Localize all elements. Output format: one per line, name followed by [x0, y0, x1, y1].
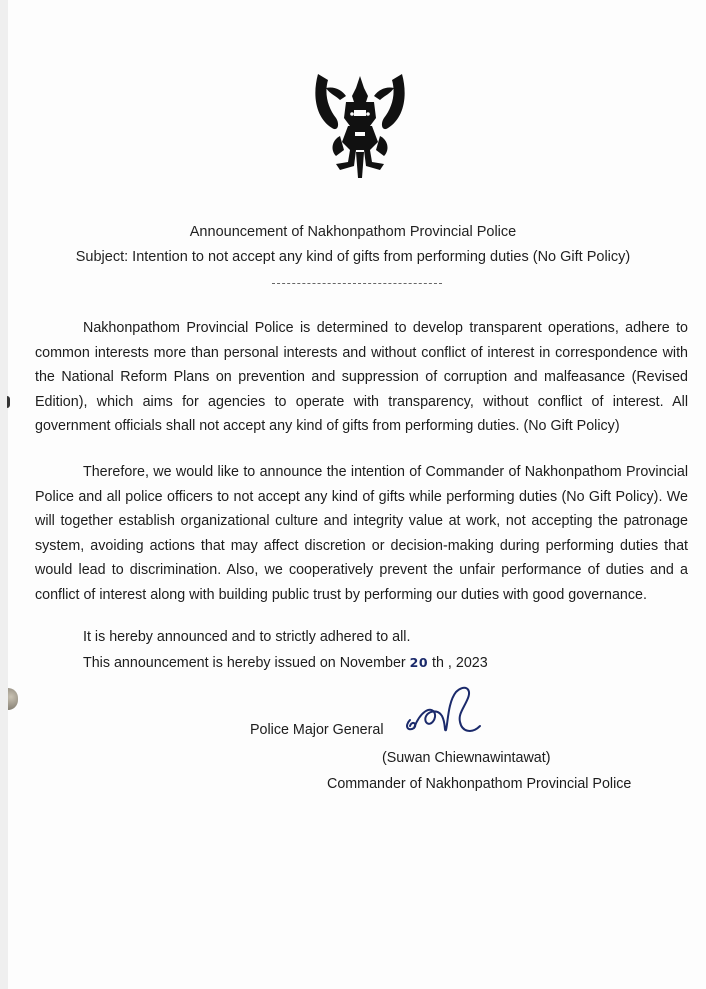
issue-date-prefix: This announcement is hereby issued on November: [83, 655, 406, 671]
issue-date-day-handwritten: 20: [409, 655, 429, 670]
paragraph-intro: Nakhonpathom Provincial Police is determined to develop transparent operations, adhere to common interests more than personal interests and without conflict of interest in correspondence with the National Reform Plans on prevention and suppression of corruption and malfeasance (Revised Edition), which aims for agencies to operate with transparency, without conflict of interest. All government officials shall not accept any kind of gifts from performing duties. (No Gift Policy): [35, 320, 688, 434]
announcement-subject: Subject: Intention to not accept any kind of gifts from performing duties (No Gift Policy): [75, 249, 631, 265]
signatory-rank: Police Major General: [250, 722, 384, 738]
garuda-emblem-icon: [310, 66, 410, 186]
signatory-title: Commander of Nakhonpathom Provincial Police: [327, 776, 632, 792]
page-edge-mark: [7, 396, 10, 408]
announcement-title: Announcement of Nakhonpathom Provincial Police: [189, 224, 517, 240]
issue-date-suffix: th , 2023: [432, 655, 488, 671]
issue-date-line: [83, 653, 488, 673]
signatory-name: (Suwan Chiewnawintawat): [382, 750, 551, 766]
title-divider: [272, 283, 442, 284]
paragraph-announcement: Therefore, we would like to announce the intention of Commander of Nakhonpathom Provincial Police and all police officers to not accept any kind of gifts while performing duties (No Gift Policy). We will together establish organizational culture and integrity value at work, not accepting the patronage system, avoiding actions that may affect discretion or decision-making during performing duties that would lead to discrimination. Also, we cooperatively prevent the unfair performance of duties and a conflict of interest along with building public trust by performing our duties with good governance.: [35, 464, 688, 603]
handwritten-signature: [400, 682, 490, 738]
closing-statement: It is hereby announced and to strictly adhered to all.: [83, 629, 411, 645]
